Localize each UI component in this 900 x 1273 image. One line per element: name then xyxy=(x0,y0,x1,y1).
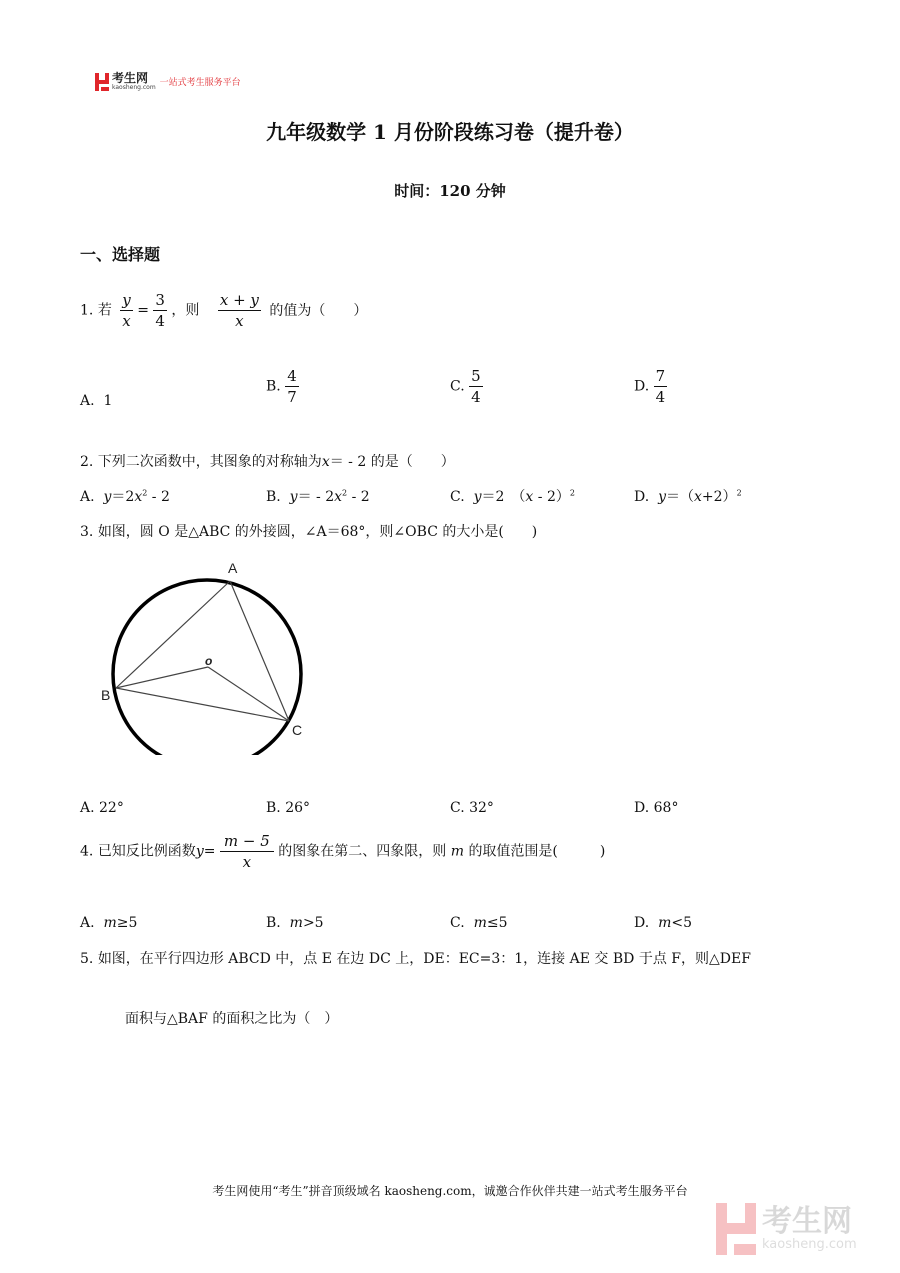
fraction-denominator: x xyxy=(122,312,131,330)
math-variable: y xyxy=(195,843,204,860)
equals-sign: = xyxy=(203,843,216,860)
segment-bc xyxy=(116,688,289,721)
option-c xyxy=(450,367,483,406)
option-text: ≥5 xyxy=(116,915,138,931)
option-value: 1 xyxy=(103,393,113,409)
page-footer: 考生网使用“考生”拼音顶级域名 kaosheng.com，诚邀合作伙伴共建一站式考生服务平台 xyxy=(212,1184,688,1198)
question-text: 的取值范围是( ) xyxy=(468,843,606,860)
option-text: ＝2 （ xyxy=(481,489,526,505)
fraction xyxy=(469,367,483,406)
option-d xyxy=(634,486,742,506)
option-label: C. xyxy=(450,489,465,505)
question-1 xyxy=(80,291,367,330)
option-text: ＝（ xyxy=(666,489,695,505)
option-text: +2） xyxy=(701,489,737,505)
question-text: ，则 xyxy=(171,302,200,319)
fraction-numerator: x + y xyxy=(219,291,259,309)
fraction-numerator: m − 5 xyxy=(220,832,274,852)
question-number: 2. xyxy=(80,454,94,470)
fraction xyxy=(218,291,261,330)
question-text: 如图，在平行四边形 ABCD 中，点 E 在边 DC 上，DE：EC=3：1，连接 AE 交 BD 于点 F，则△DEF xyxy=(97,951,751,967)
question-5-continued: 面积与△BAF 的面积之比为（ ） xyxy=(125,1011,339,1027)
math-variable: y xyxy=(658,489,667,505)
point-label-a: A xyxy=(228,560,238,576)
question-4 xyxy=(80,832,605,871)
option-label: D. xyxy=(634,915,650,931)
option-label: C. xyxy=(450,915,465,931)
fraction-numerator: 5 xyxy=(471,367,481,385)
math-variable: y xyxy=(103,489,112,505)
segment-ob xyxy=(116,667,208,688)
option-label: C. xyxy=(450,378,465,395)
fraction-denominator: x xyxy=(235,312,244,330)
option-text: <5 xyxy=(671,915,693,931)
equals-sign: = xyxy=(137,302,149,319)
question-5 xyxy=(80,948,751,968)
watermark xyxy=(716,1203,857,1255)
fraction-denominator: 7 xyxy=(287,388,297,406)
fraction-numerator: 7 xyxy=(655,367,666,385)
math-variable: m xyxy=(103,915,117,931)
fraction-denominator: 4 xyxy=(471,388,481,406)
fraction xyxy=(220,832,274,871)
math-variable: x xyxy=(525,489,534,505)
option-d: D. 68° xyxy=(634,800,679,816)
option-label: A. xyxy=(80,393,95,409)
question-text: ＝ - 2 的是（ ） xyxy=(329,454,455,470)
option-d xyxy=(634,367,667,406)
option-a xyxy=(80,915,137,931)
option-b xyxy=(266,915,324,931)
question-text: 已知反比例函数 xyxy=(97,843,196,860)
circle-figure xyxy=(95,555,325,755)
fraction-numerator: y xyxy=(122,291,131,309)
option-text: - 2 xyxy=(147,489,170,505)
kaosheng-watermark-icon xyxy=(716,1203,756,1255)
option-b xyxy=(266,486,370,506)
option-a xyxy=(80,393,112,409)
fraction-numerator: 3 xyxy=(155,291,165,309)
option-label: D. xyxy=(634,378,650,395)
exponent: 2 xyxy=(736,488,742,498)
fraction-denominator: 4 xyxy=(155,312,165,330)
math-variable: m xyxy=(289,915,303,931)
point-label-c: C xyxy=(292,722,303,738)
question-text: 若 xyxy=(97,302,112,319)
option-c xyxy=(450,486,575,506)
option-label: D. xyxy=(634,489,650,505)
option-b xyxy=(266,367,299,406)
exam-time: 时间：120 分钟 xyxy=(394,182,506,200)
option-text: - 2 xyxy=(347,489,370,505)
question-text: 的图象在第二、四象限，则 xyxy=(278,843,447,860)
math-variable: x xyxy=(134,489,143,505)
math-variable: m xyxy=(658,915,672,931)
option-b: B. 26° xyxy=(266,800,311,816)
watermark-brand: 考生网 xyxy=(762,1204,852,1239)
option-text: >5 xyxy=(302,915,324,931)
fraction xyxy=(285,367,299,406)
logo-slogan: 一站式考生服务平台 xyxy=(159,78,241,88)
option-label: B. xyxy=(266,378,281,395)
question-text: 下列二次函数中，其图象的对称轴为 xyxy=(97,454,322,470)
math-variable: y xyxy=(289,489,298,505)
option-label: B. xyxy=(266,915,281,931)
point-label-b: B xyxy=(101,687,111,703)
math-variable: m xyxy=(450,843,464,860)
question-number: 5. xyxy=(80,951,94,967)
option-a xyxy=(80,486,170,506)
fraction xyxy=(654,367,668,406)
option-label: A. xyxy=(80,915,95,931)
logo-domain: kaosheng.com xyxy=(112,84,156,91)
question-text: 的值为（ ） xyxy=(269,302,368,319)
option-label: B. xyxy=(266,489,281,505)
fraction xyxy=(120,291,132,330)
question-number: 1. xyxy=(80,302,94,319)
question-2 xyxy=(80,451,455,471)
option-text: ≤5 xyxy=(486,915,508,931)
option-c: C. 32° xyxy=(450,800,494,816)
math-variable: m xyxy=(473,915,487,931)
exponent: 2 xyxy=(142,488,148,498)
fraction-numerator: 4 xyxy=(287,367,297,385)
option-c xyxy=(450,915,508,931)
fraction-denominator: 4 xyxy=(655,388,666,406)
math-variable: x xyxy=(321,454,330,470)
option-text: ＝2 xyxy=(111,489,135,505)
option-text: ＝ - 2 xyxy=(297,489,335,505)
exponent: 2 xyxy=(569,488,575,498)
question-3 xyxy=(80,521,537,541)
question-text: 如图，圆 O 是△ABC 的外接圆，∠A＝68°，则∠OBC 的大小是( ) xyxy=(97,524,538,540)
math-variable: x xyxy=(694,489,702,505)
section-heading: 一、选择题 xyxy=(80,245,161,264)
option-a: A. 22° xyxy=(80,800,124,816)
point-label-o: o xyxy=(205,654,213,668)
fraction-denominator: x xyxy=(242,853,252,871)
option-label: A. xyxy=(80,489,95,505)
math-variable: y xyxy=(473,489,482,505)
header-logo xyxy=(95,72,241,91)
page-title: 九年级数学 1 月份阶段练习卷（提升卷） xyxy=(266,120,634,144)
kaosheng-logo-icon xyxy=(95,73,109,91)
watermark-domain: kaosheng.com xyxy=(762,1237,857,1252)
math-variable: x xyxy=(334,489,343,505)
question-number: 4. xyxy=(80,843,94,860)
logo-brand: 考生网 xyxy=(112,71,149,85)
exponent: 2 xyxy=(342,488,348,498)
option-text: - 2） xyxy=(533,489,570,505)
segment-ac xyxy=(230,581,289,721)
segment-ab xyxy=(116,581,230,688)
fraction xyxy=(153,291,167,330)
option-d xyxy=(634,915,692,931)
question-number: 3. xyxy=(80,524,94,540)
